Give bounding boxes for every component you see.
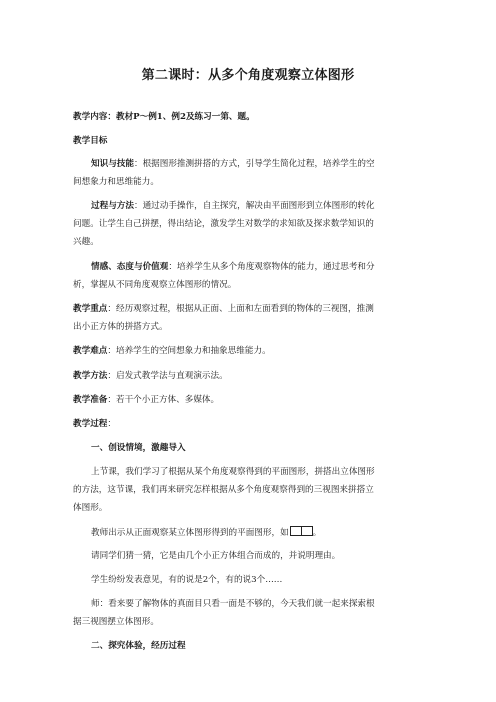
section1-p2: 教师出示从正面观察某立体图形得到的平面图形，如 。: [91, 528, 322, 538]
knowledge-line-2: 间想象力和思维能力。: [73, 177, 159, 187]
process-text: ：通过动手操作，自主探究，解决由平面图形到立体图形的转化: [133, 201, 375, 211]
method-text: ：启发式教学法与直观演示法。: [107, 371, 228, 381]
section1-p2-text: 教师出示从正面观察某立体图形得到的平面图形，如: [91, 528, 289, 538]
prep-line: [73, 394, 428, 406]
difficulty-line: [73, 345, 428, 357]
section2-heading: 二、探究体验，经历过程: [91, 641, 186, 651]
method-line: [73, 370, 428, 382]
process-line-2: 问题。让学生自己拼摆，得出结论，激发学生对数学的求知欲及探求数学知识的: [73, 219, 374, 229]
method-label: 教学方法: [73, 371, 108, 381]
section1-p5-line-2: 据三视图摆立体图形。: [73, 617, 159, 627]
focus-text: ：经历观察过程，根据从正面、上面和左面看到的物体的三视图，推测: [107, 304, 374, 314]
emotion-label: 情感、态度与价值观: [91, 262, 169, 272]
page-title: 第二课时：从多个角度观察立体图形: [141, 68, 355, 83]
prep-label: 教学准备: [73, 395, 108, 405]
section1-p4: 学生纷纷发表意见，有的说是2个，有的说3个……: [91, 575, 283, 585]
process-label: 过程与方法: [91, 201, 134, 211]
section1-heading: 一、创设情境，激趣导入: [91, 443, 186, 453]
section1-p3: 请同学们猜一猜，它是由几个小正方体组合而成的，并说明理由。: [91, 551, 341, 561]
knowledge-label: 知识与技能: [91, 159, 134, 169]
goals-heading: 教学目标: [73, 136, 108, 146]
procedure-heading: 教学过程：: [73, 419, 116, 429]
prep-text: ：若干个小正方体、多媒体。: [107, 395, 220, 405]
process-line-1: [91, 200, 428, 212]
focus-line-1: [73, 303, 428, 315]
difficulty-text: ：培养学生的空间想象力和抽象思维能力。: [107, 346, 271, 356]
teaching-content: 教学内容：教材P～例1、例2及练习一第、题。: [73, 112, 255, 122]
section1-p1-line-2: 的方法，这节课，我们再来研究怎样根据从多个角度观察得到的三视图来拼搭立: [73, 485, 374, 495]
focus-label: 教学重点: [73, 304, 108, 314]
section1-p5-line-1: 师：看来要了解物体的真面目只看一面是不够的，今天我们就一起来探索根: [91, 599, 375, 609]
knowledge-line-1: [91, 158, 428, 170]
section1-p1-line-3: 体图形。: [73, 503, 108, 513]
square-figure-icon: [301, 526, 313, 536]
section1-p1-line-1: 上节课，我们学习了根据从某个角度观察得到的平面图形，拼搭出立体图形: [91, 467, 375, 477]
emotion-line-1: [91, 261, 428, 273]
difficulty-label: 教学难点: [73, 346, 108, 356]
focus-line-2: 出小正方体的拼搭方式。: [73, 322, 168, 332]
emotion-line-2: 析，掌握从不同角度观察立体图形的情况。: [73, 280, 237, 290]
emotion-text: ：培养学生从多个角度观察物体的能力，通过思考和分: [168, 262, 375, 272]
knowledge-text: ：根据图形推测拼搭的方式，引导学生简化过程，培养学生的空: [133, 159, 375, 169]
process-line-3: 兴趣。: [73, 237, 99, 247]
